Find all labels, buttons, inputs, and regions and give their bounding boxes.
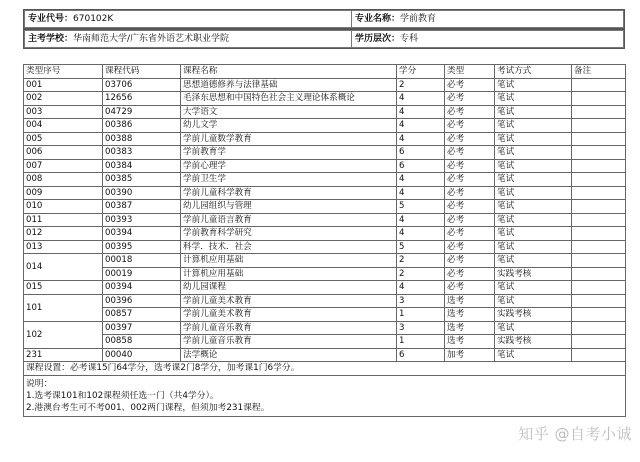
table-row	[24, 254, 626, 268]
remark-cell	[572, 254, 626, 268]
type-cell: 必考	[445, 173, 495, 187]
course-name-cell: 毛泽东思想和中国特色社会主义理论体系概论	[181, 92, 397, 106]
course-name-cell: 幼儿文学	[181, 119, 397, 133]
course-code-cell: 00393	[103, 213, 181, 227]
type-cell: 选考	[445, 294, 495, 308]
type-seq-cell: 231	[24, 348, 103, 362]
table-row	[24, 105, 626, 119]
exam-mode-cell: 笔试	[495, 146, 572, 160]
remark-cell	[572, 159, 626, 173]
col-header-type-seq: 类型序号	[24, 65, 103, 79]
level-value: 专科	[400, 34, 419, 44]
exam-mode-cell: 笔试	[495, 227, 572, 241]
table-row	[24, 173, 626, 187]
type-seq-cell: 006	[24, 146, 103, 160]
exam-mode-cell: 笔试	[495, 186, 572, 200]
exam-mode-cell: 笔试	[495, 92, 572, 106]
exam-mode-cell: 笔试	[495, 348, 572, 362]
remark-cell	[572, 321, 626, 335]
type-cell: 必考	[445, 159, 495, 173]
school-label: 主考学校：	[28, 34, 74, 44]
course-code-cell: 00397	[103, 321, 181, 335]
note-2: 2.港澳台考生可不考001、002两门课程，但须加考231课程。	[26, 402, 270, 413]
remark-cell	[572, 146, 626, 160]
type-cell: 必考	[445, 132, 495, 146]
course-settings-text: 课程设置：必考课15门64学分，选考课2门8学分，加考课1门6学分。	[24, 362, 626, 376]
course-name-cell: 学前儿童美术教育	[181, 294, 397, 308]
school-value: 华南师范大学/广东省外语艺术职业学院	[73, 34, 230, 44]
table-row	[24, 132, 626, 146]
type-seq-cell: 009	[24, 186, 103, 200]
course-name-cell: 思想道德修养与法律基础	[181, 78, 397, 92]
remark-cell	[572, 78, 626, 92]
remark-cell	[572, 200, 626, 214]
type-seq-cell: 015	[24, 281, 103, 295]
table-row	[24, 348, 626, 362]
course-code-cell: 00857	[103, 308, 181, 322]
table-row	[24, 267, 626, 281]
course-code-cell: 00385	[103, 173, 181, 187]
course-name-cell: 学前心理学	[181, 159, 397, 173]
course-name-cell: 学前教育学	[181, 146, 397, 160]
table-row	[24, 308, 626, 322]
col-header-remark: 备注	[572, 65, 626, 79]
table-row	[24, 92, 626, 106]
credits-cell: 4	[397, 213, 445, 227]
type-seq-cell: 005	[24, 132, 103, 146]
major-code-cell	[25, 11, 352, 28]
note-1: 1.选考课101和102课程须任选一门（共4学分）。	[26, 390, 219, 401]
type-cell: 必考	[445, 146, 495, 160]
course-name-cell: 学前儿童音乐教育	[181, 335, 397, 349]
table-row	[24, 186, 626, 200]
credits-cell: 2	[397, 254, 445, 268]
remark-cell	[572, 132, 626, 146]
credits-cell: 6	[397, 146, 445, 160]
exam-mode-cell: 笔试	[495, 240, 572, 254]
level-label: 学历层次：	[355, 34, 401, 44]
exam-mode-cell: 笔试	[495, 254, 572, 268]
exam-mode-cell: 笔试	[495, 281, 572, 295]
remark-cell	[572, 186, 626, 200]
remark-cell	[572, 119, 626, 133]
course-name-cell: 大学语文	[181, 105, 397, 119]
exam-mode-cell: 笔试	[495, 78, 572, 92]
major-name-label: 专业名称：	[355, 14, 401, 24]
credits-cell: 3	[397, 294, 445, 308]
remark-cell	[572, 227, 626, 241]
major-code-value: 670102K	[73, 14, 114, 24]
course-name-cell: 学前儿童科学教育	[181, 186, 397, 200]
type-seq-cell: 013	[24, 240, 103, 254]
type-seq-cell: 004	[24, 119, 103, 133]
type-seq-cell: 011	[24, 213, 103, 227]
exam-mode-cell: 笔试	[495, 294, 572, 308]
course-name-cell: 幼儿园课程	[181, 281, 397, 295]
type-cell: 必考	[445, 267, 495, 281]
settings-row	[24, 362, 626, 376]
exam-mode-cell: 实践考核	[495, 267, 572, 281]
type-cell: 必考	[445, 200, 495, 214]
type-seq-cell: 012	[24, 227, 103, 241]
course-code-cell: 12656	[103, 92, 181, 106]
header-table-2	[24, 30, 624, 48]
table-row	[24, 200, 626, 214]
credits-cell: 4	[397, 227, 445, 241]
exam-mode-cell: 笔试	[495, 213, 572, 227]
credits-cell: 4	[397, 119, 445, 133]
type-seq-cell: 010	[24, 200, 103, 214]
table-body	[24, 78, 626, 362]
type-seq-cell: 007	[24, 159, 103, 173]
remark-cell	[572, 281, 626, 295]
exam-mode-cell: 实践考核	[495, 308, 572, 322]
header-table-1	[24, 10, 624, 28]
notes-row	[24, 375, 626, 416]
level-cell	[352, 31, 624, 48]
type-cell: 必考	[445, 78, 495, 92]
table-row	[24, 240, 626, 254]
course-code-cell: 00858	[103, 335, 181, 349]
course-table-wrapper	[23, 64, 625, 417]
credits-cell: 2	[397, 267, 445, 281]
credits-cell: 1	[397, 335, 445, 349]
course-name-cell: 法学概论	[181, 348, 397, 362]
remark-cell	[572, 348, 626, 362]
exam-mode-cell: 笔试	[495, 173, 572, 187]
table-row	[24, 321, 626, 335]
exam-mode-cell: 实践考核	[495, 335, 572, 349]
type-cell: 必考	[445, 92, 495, 106]
table-row	[24, 281, 626, 295]
remark-cell	[572, 213, 626, 227]
table-row	[24, 294, 626, 308]
course-name-cell: 学前儿童语言教育	[181, 213, 397, 227]
course-code-cell: 04729	[103, 105, 181, 119]
exam-mode-cell: 笔试	[495, 200, 572, 214]
type-cell: 必考	[445, 186, 495, 200]
course-code-cell: 00395	[103, 240, 181, 254]
credits-cell: 4	[397, 92, 445, 106]
remark-cell	[572, 240, 626, 254]
remark-cell	[572, 267, 626, 281]
credits-cell: 4	[397, 281, 445, 295]
type-seq-cell: 008	[24, 173, 103, 187]
type-cell: 选考	[445, 321, 495, 335]
course-name-cell: 学前儿童美术教育	[181, 308, 397, 322]
type-seq-cell: 003	[24, 105, 103, 119]
credits-cell: 4	[397, 105, 445, 119]
course-code-cell: 03706	[103, 78, 181, 92]
col-header-type: 类型	[445, 65, 495, 79]
course-code-cell: 00018	[103, 254, 181, 268]
credits-cell: 1	[397, 308, 445, 322]
credits-cell: 6	[397, 348, 445, 362]
table-row	[24, 78, 626, 92]
table-row	[24, 335, 626, 349]
type-seq-cell: 102	[24, 321, 103, 348]
course-code-cell: 00387	[103, 200, 181, 214]
table-row	[24, 227, 626, 241]
credits-cell: 4	[397, 186, 445, 200]
major-name-value: 学前教育	[400, 14, 437, 24]
remark-cell	[572, 92, 626, 106]
course-name-cell: 科学．技术．社会	[181, 240, 397, 254]
school-cell	[25, 31, 352, 48]
table-row	[24, 159, 626, 173]
course-name-cell: 学前儿童数学教育	[181, 132, 397, 146]
credits-cell: 6	[397, 159, 445, 173]
credits-cell: 4	[397, 173, 445, 187]
table-row	[24, 146, 626, 160]
type-seq-cell: 001	[24, 78, 103, 92]
credits-cell: 4	[397, 132, 445, 146]
col-header-course-name: 课程名称	[181, 65, 397, 79]
remark-cell	[572, 335, 626, 349]
col-header-credits: 学分	[397, 65, 445, 79]
course-code-cell: 00040	[103, 348, 181, 362]
exam-mode-cell: 笔试	[495, 321, 572, 335]
exam-mode-cell: 笔试	[495, 119, 572, 133]
course-code-cell: 00394	[103, 281, 181, 295]
type-cell: 选考	[445, 308, 495, 322]
type-cell: 必考	[445, 213, 495, 227]
credits-cell: 5	[397, 200, 445, 214]
type-cell: 必考	[445, 119, 495, 133]
course-code-cell: 00386	[103, 119, 181, 133]
type-cell: 必考	[445, 254, 495, 268]
course-code-cell: 00396	[103, 294, 181, 308]
remark-cell	[572, 173, 626, 187]
type-cell: 必考	[445, 105, 495, 119]
type-cell: 必考	[445, 281, 495, 295]
col-header-course-code: 课程代码	[103, 65, 181, 79]
notes-title: 说明：	[26, 378, 53, 389]
course-code-cell: 00383	[103, 146, 181, 160]
credits-cell: 3	[397, 321, 445, 335]
type-cell: 必考	[445, 240, 495, 254]
col-header-exam-mode: 考试方式	[495, 65, 572, 79]
notes-cell	[24, 375, 626, 416]
type-seq-cell: 101	[24, 294, 103, 321]
course-code-cell: 00019	[103, 267, 181, 281]
course-code-cell: 00388	[103, 132, 181, 146]
exam-mode-cell: 笔试	[495, 105, 572, 119]
exam-mode-cell: 笔试	[495, 132, 572, 146]
watermark: 知乎 @自考小诚	[518, 425, 632, 443]
course-name-cell: 学前儿童音乐教育	[181, 321, 397, 335]
exam-mode-cell: 笔试	[495, 159, 572, 173]
type-cell: 加考	[445, 348, 495, 362]
header-row-2	[23, 29, 625, 49]
course-code-cell: 00390	[103, 186, 181, 200]
course-name-cell: 计算机应用基础	[181, 254, 397, 268]
course-name-cell: 计算机应用基础	[181, 267, 397, 281]
type-cell: 选考	[445, 335, 495, 349]
credits-cell: 2	[397, 78, 445, 92]
remark-cell	[572, 308, 626, 322]
major-name-cell	[352, 11, 624, 28]
table-row	[24, 119, 626, 133]
course-name-cell: 幼儿园组织与管理	[181, 200, 397, 214]
type-seq-cell: 014	[24, 254, 103, 281]
table-header-row	[24, 65, 626, 79]
table-row	[24, 213, 626, 227]
type-seq-cell: 002	[24, 92, 103, 106]
credits-cell: 5	[397, 240, 445, 254]
major-code-label: 专业代号：	[28, 14, 74, 24]
remark-cell	[572, 294, 626, 308]
header-row-1	[23, 9, 625, 29]
course-code-cell: 00394	[103, 227, 181, 241]
course-name-cell: 学前卫生学	[181, 173, 397, 187]
course-table	[23, 64, 626, 417]
type-cell: 必考	[445, 227, 495, 241]
remark-cell	[572, 105, 626, 119]
course-name-cell: 学前教育科学研究	[181, 227, 397, 241]
table-footer	[24, 362, 626, 417]
course-code-cell: 00384	[103, 159, 181, 173]
